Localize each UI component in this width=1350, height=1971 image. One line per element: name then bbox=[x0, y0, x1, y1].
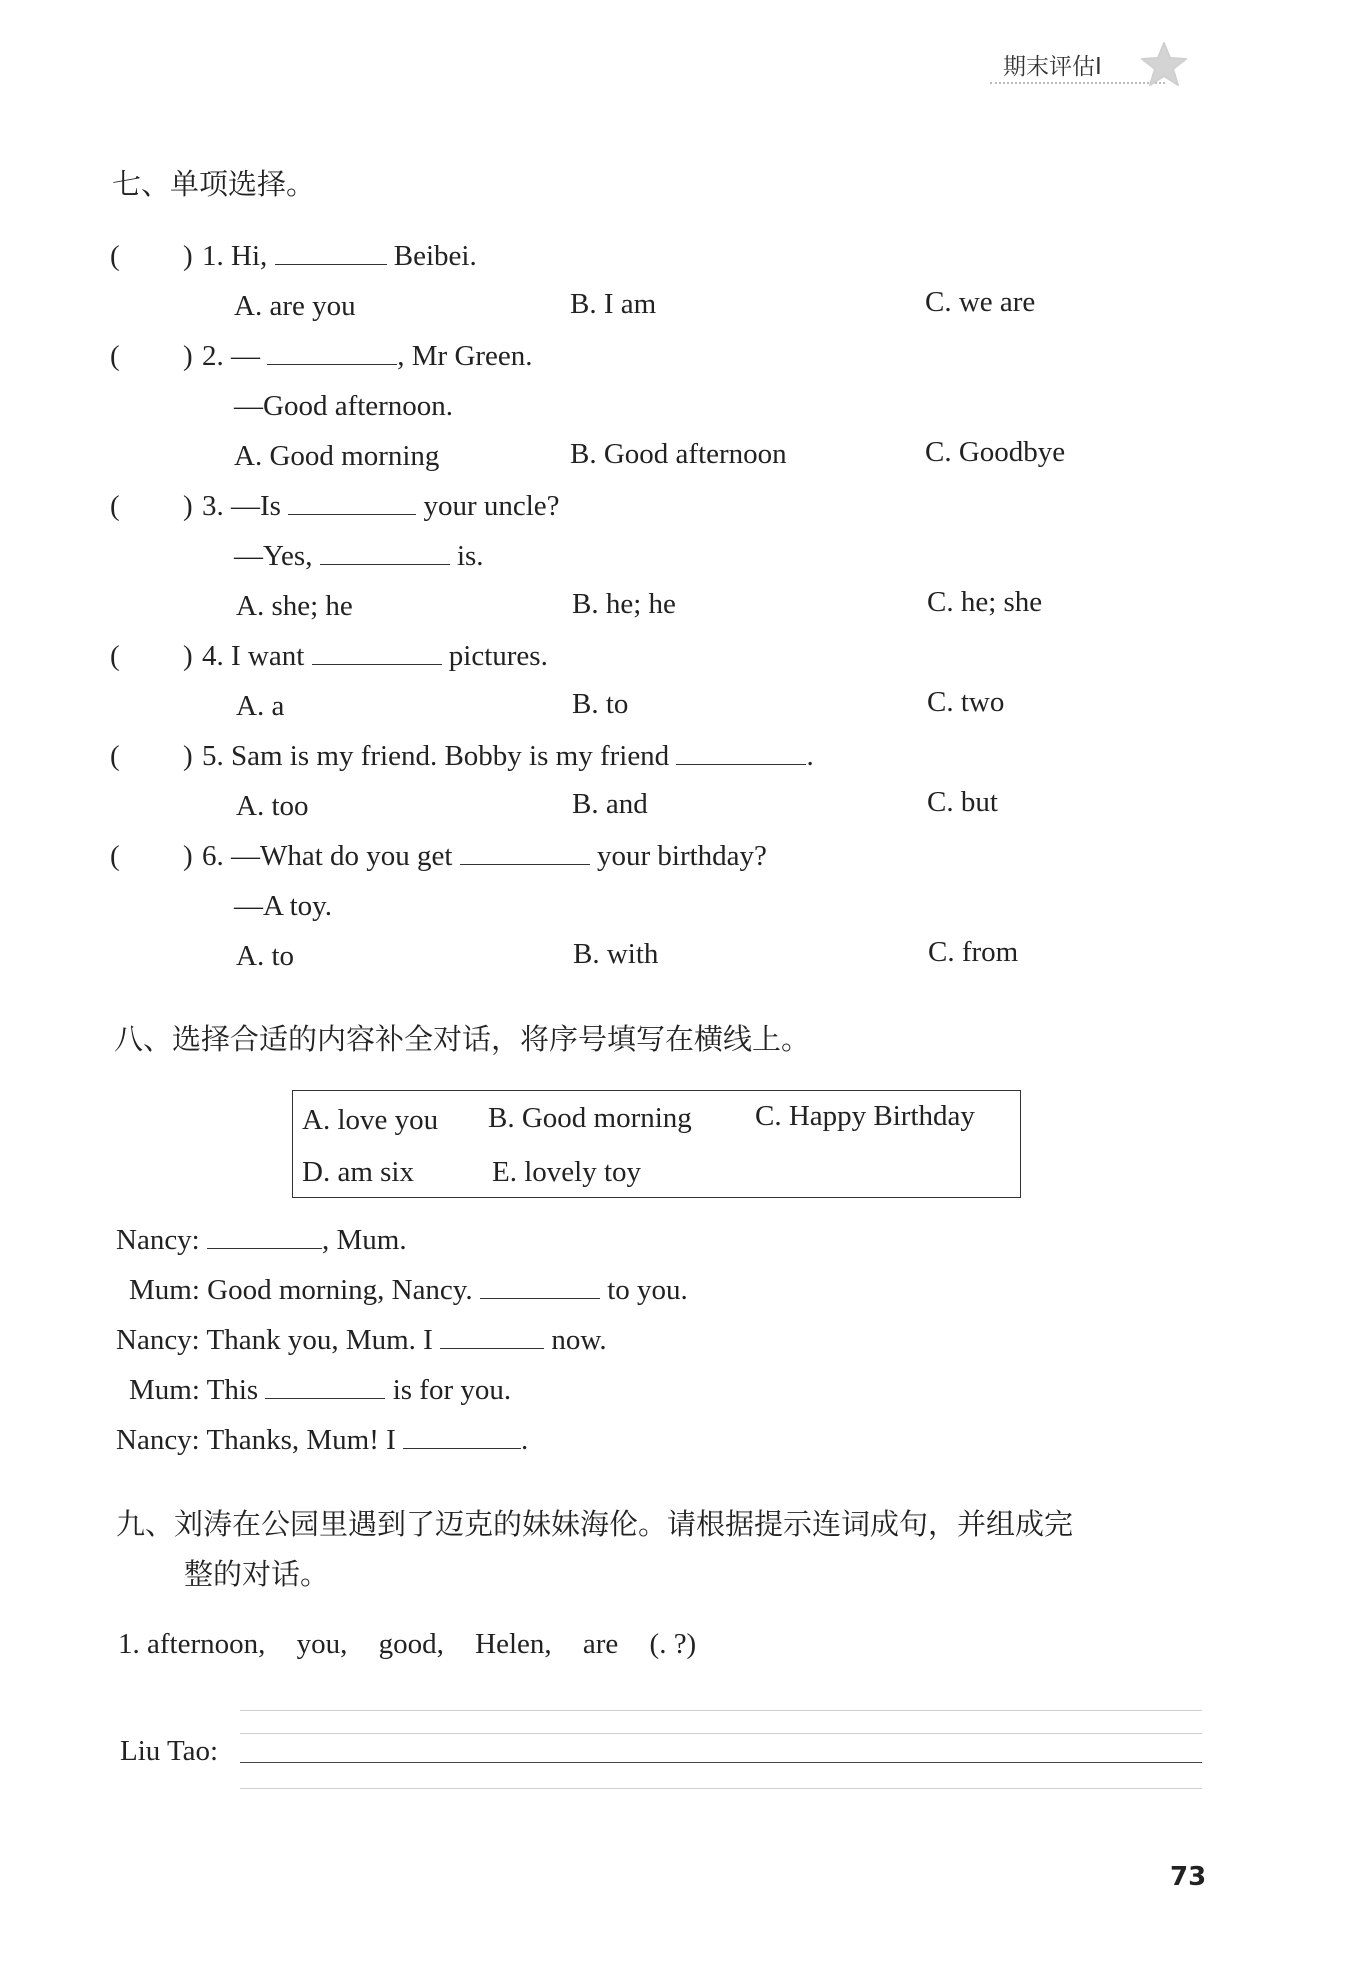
answer-paren-close: ) bbox=[183, 840, 193, 872]
answer-paren-close: ) bbox=[183, 490, 193, 522]
stem-after: , Mr Green. bbox=[397, 340, 533, 372]
header-title: 期末评估Ⅰ bbox=[1003, 54, 1102, 80]
dialogue-line-3 bbox=[116, 1324, 607, 1357]
answer-blank[interactable] bbox=[288, 490, 416, 515]
answer-paren-close: ) bbox=[183, 340, 193, 372]
question-4 bbox=[202, 640, 548, 673]
option-b: B. and bbox=[572, 788, 648, 820]
section-8-title: 八、选择合适的内容补全对话，将序号填写在横线上。 bbox=[114, 1022, 811, 1056]
stem-after: pictures. bbox=[448, 640, 548, 672]
stem-before: —Is bbox=[231, 490, 281, 522]
question-number: 4. bbox=[202, 640, 224, 672]
answer-paren-open: ( bbox=[110, 490, 120, 522]
answer-paren-close: ) bbox=[183, 740, 193, 772]
answer-blank[interactable] bbox=[275, 240, 387, 265]
option-b: B. to bbox=[572, 688, 629, 720]
prompt-word: are bbox=[582, 1628, 619, 1660]
stem-after: Beibei. bbox=[393, 240, 477, 272]
answer-paren-close: ) bbox=[183, 640, 193, 672]
word-bank-choice-c: C. Happy Birthday bbox=[755, 1100, 975, 1132]
writing-guide-line bbox=[240, 1710, 1202, 1711]
answer-blank[interactable] bbox=[403, 1424, 521, 1449]
answer-line[interactable] bbox=[240, 1762, 1202, 1763]
dialogue-line-4 bbox=[129, 1374, 511, 1407]
prompt-word: good, bbox=[378, 1628, 444, 1660]
answer-blank[interactable] bbox=[312, 640, 442, 665]
word-bank-choice-d: D. am six bbox=[302, 1156, 414, 1188]
dialogue-line-1 bbox=[116, 1224, 407, 1257]
line-before: Good morning, Nancy. bbox=[207, 1274, 473, 1306]
word-bank-choice-b: B. Good morning bbox=[488, 1102, 692, 1134]
answer-blank[interactable] bbox=[265, 1374, 385, 1399]
option-a: A. are you bbox=[234, 290, 356, 322]
stem-before: Sam is my friend. Bobby is my friend bbox=[231, 740, 670, 772]
answer-paren-open: ( bbox=[110, 340, 120, 372]
question-number: 5. bbox=[202, 740, 224, 772]
question-1 bbox=[202, 240, 477, 273]
option-a: A. a bbox=[236, 690, 285, 722]
line-before: Thank you, Mum. I bbox=[206, 1324, 433, 1356]
item-number: 1. bbox=[118, 1628, 140, 1660]
option-c: C. two bbox=[927, 686, 1005, 718]
question-number: 2. bbox=[202, 340, 224, 372]
option-c: C. we are bbox=[925, 286, 1036, 318]
line-after: is for you. bbox=[392, 1374, 512, 1406]
reply-after: is. bbox=[456, 540, 484, 572]
line-after: now. bbox=[551, 1324, 607, 1356]
line-after: . bbox=[521, 1424, 529, 1456]
stem-after: . bbox=[806, 740, 814, 772]
dialogue-line-5 bbox=[116, 1424, 528, 1457]
writing-guide-line bbox=[240, 1733, 1202, 1734]
word-bank-choice-a: A. love you bbox=[302, 1104, 439, 1136]
answer-speaker-label: Liu Tao: bbox=[120, 1735, 219, 1767]
question-number: 1. bbox=[202, 240, 224, 272]
option-a: A. Good morning bbox=[234, 440, 440, 472]
answer-paren-close: ) bbox=[183, 240, 193, 272]
question-number: 6. bbox=[202, 840, 224, 872]
stem-after: your birthday? bbox=[596, 840, 767, 872]
option-b: B. I am bbox=[570, 288, 657, 320]
stem-after: your uncle? bbox=[423, 490, 560, 522]
option-a: A. too bbox=[236, 790, 309, 822]
option-b: B. Good afternoon bbox=[570, 438, 787, 470]
question-number: 3. bbox=[202, 490, 224, 522]
option-a: A. to bbox=[236, 940, 294, 972]
section-9-title: 九、刘涛在公园里遇到了迈克的妹妹海伦。请根据提示连词成句，并组成完 bbox=[116, 1507, 1074, 1541]
answer-blank[interactable] bbox=[676, 740, 806, 765]
page-number: 73 bbox=[1170, 1862, 1207, 1892]
answer-paren-open: ( bbox=[110, 640, 120, 672]
option-b: B. he; he bbox=[572, 588, 676, 620]
word-prompt-1 bbox=[118, 1628, 696, 1661]
speaker: Nancy: bbox=[116, 1324, 200, 1356]
answer-blank[interactable] bbox=[207, 1224, 322, 1249]
question-6-reply: —A toy. bbox=[234, 890, 333, 922]
reply-before: —Yes, bbox=[234, 540, 313, 572]
answer-paren-open: ( bbox=[110, 740, 120, 772]
answer-paren-open: ( bbox=[110, 840, 120, 872]
punctuation-hint: (. ?) bbox=[649, 1628, 697, 1660]
dialogue-line-2 bbox=[129, 1274, 688, 1307]
question-6 bbox=[202, 840, 767, 873]
stem-before: I want bbox=[231, 640, 305, 672]
stem-before: —What do you get bbox=[231, 840, 453, 872]
writing-guide-line bbox=[240, 1788, 1202, 1789]
section-7-title: 七、单项选择。 bbox=[112, 167, 316, 201]
star-icon bbox=[1138, 40, 1190, 90]
answer-paren-open: ( bbox=[110, 240, 120, 272]
question-5 bbox=[202, 740, 814, 773]
option-c: C. Goodbye bbox=[925, 436, 1066, 468]
speaker: Nancy: bbox=[116, 1224, 200, 1256]
question-3-reply bbox=[234, 540, 484, 573]
line-after: , Mum. bbox=[322, 1224, 407, 1256]
stem-before: Hi, bbox=[231, 240, 268, 272]
answer-blank[interactable] bbox=[480, 1274, 600, 1299]
prompt-word: Helen, bbox=[475, 1628, 552, 1660]
line-before: Thanks, Mum! I bbox=[206, 1424, 396, 1456]
answer-blank[interactable] bbox=[440, 1324, 544, 1349]
question-2-reply: —Good afternoon. bbox=[234, 390, 454, 422]
question-3 bbox=[202, 490, 560, 523]
line-before: This bbox=[206, 1374, 259, 1406]
speaker: Mum: bbox=[129, 1274, 200, 1306]
stem-before: — bbox=[231, 340, 260, 372]
option-b: B. with bbox=[573, 938, 659, 970]
line-after: to you. bbox=[607, 1274, 688, 1306]
prompt-word: you, bbox=[296, 1628, 348, 1660]
option-c: C. he; she bbox=[927, 586, 1043, 618]
speaker: Nancy: bbox=[116, 1424, 200, 1456]
prompt-word: afternoon, bbox=[147, 1628, 266, 1660]
question-2 bbox=[202, 340, 533, 373]
option-a: A. she; he bbox=[236, 590, 353, 622]
answer-blank[interactable] bbox=[320, 540, 450, 565]
word-bank-choice-e: E. lovely toy bbox=[492, 1156, 642, 1188]
answer-blank[interactable] bbox=[460, 840, 590, 865]
speaker: Mum: bbox=[129, 1374, 200, 1406]
answer-blank[interactable] bbox=[267, 340, 397, 365]
option-c: C. from bbox=[928, 936, 1019, 968]
option-c: C. but bbox=[927, 786, 998, 818]
section-9-title-continued: 整的对话。 bbox=[184, 1557, 330, 1591]
